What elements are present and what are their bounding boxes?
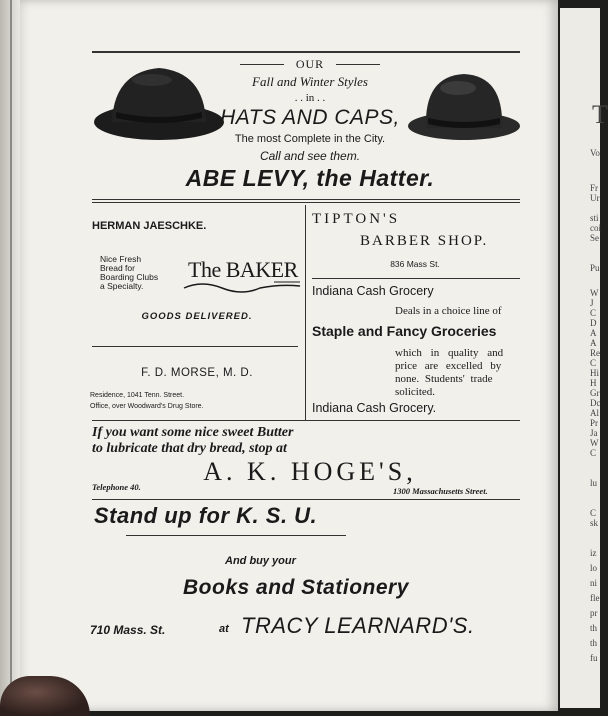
ksu-books: Books and Stationery	[183, 576, 409, 599]
facing-page-fragment: Dc	[590, 398, 601, 408]
facing-page-fragment: Gr	[590, 388, 600, 398]
hat-ad-tagline: The most Complete in the City.	[234, 133, 386, 145]
ksu-buy: And buy your	[225, 555, 296, 567]
facing-page-fragment: Al	[590, 408, 599, 418]
top-hat-image	[92, 60, 226, 149]
facing-page-fragment: C	[590, 448, 597, 458]
facing-page-fragment: coi	[590, 223, 601, 233]
baker-logo-flourish	[182, 280, 302, 294]
facing-page-fragment: fu	[590, 653, 598, 663]
facing-page-fragment: Pu	[590, 263, 600, 273]
advertisement-page	[20, 0, 558, 711]
facing-page-fragment: fle	[590, 593, 600, 603]
facing-page-fragment: J	[590, 298, 594, 308]
facing-page-fragment: C	[590, 508, 597, 518]
ksu-underline	[126, 535, 346, 536]
hat-ad-call: Call and see them.	[259, 149, 361, 163]
facing-page-fragment: H	[590, 378, 597, 388]
facing-page-edge	[560, 8, 608, 708]
facing-page-fragment: sti	[590, 213, 599, 223]
baker-desc-1: Nice Fresh	[100, 254, 142, 264]
facing-page-fragment: ni	[590, 578, 598, 588]
column-divider	[305, 205, 306, 420]
hat-ad-headline: HATS AND CAPS,	[220, 106, 400, 129]
facing-page-fragment: Se	[590, 233, 599, 243]
facing-page-fragment: Pr	[590, 418, 599, 428]
grocery-footer: Indiana Cash Grocery.	[312, 401, 437, 415]
bowler-hat-image	[406, 70, 522, 151]
barber-address: 836 Mass St.	[390, 259, 440, 269]
hoge-address: 1300 Massachusetts Street.	[393, 486, 488, 496]
gutter-line	[10, 0, 12, 711]
barber-bottom-rule	[312, 278, 520, 279]
doctor-office: Office, over Woodward's Drug Store.	[90, 403, 204, 410]
ksu-store: TRACY LEARNARD'S.	[241, 613, 475, 638]
facing-page-fragment: Re	[590, 348, 600, 358]
doctor-name: F. D. MORSE, M. D.	[141, 367, 253, 379]
our-rule-right	[336, 64, 380, 65]
hat-bottom-rule	[92, 199, 520, 200]
hoge-line-1: If you want some nice sweet Butter	[92, 425, 294, 440]
facing-page-fragment: W	[590, 438, 599, 448]
baker-desc-3: Boarding Clubs	[100, 272, 159, 282]
facing-page-fragment: C	[590, 308, 597, 318]
facing-page-fragment: lo	[590, 563, 598, 573]
barber-name: TIPTON'S	[312, 211, 401, 227]
facing-page-fragment: W	[590, 288, 599, 298]
facing-page-fragment: C	[590, 358, 597, 368]
facing-page-fragment: th	[590, 638, 598, 648]
grocery-body-1: which in quality and	[395, 347, 504, 359]
barber-shop: BARBER SHOP.	[360, 233, 489, 249]
facing-page-fragment: Hi	[590, 368, 599, 378]
our-rule-left	[240, 64, 284, 65]
hoge-telephone: Telephone 40.	[92, 482, 141, 492]
hat-ad-name: ABE LEVY, the Hatter.	[185, 165, 435, 191]
facing-page-fragment: Ja	[590, 428, 598, 438]
facing-page-fragment: A	[590, 328, 597, 338]
hoge-bottom-rule	[92, 499, 520, 500]
grocery-body-2: price are excelled by	[395, 360, 502, 372]
grocery-name: Indiana Cash Grocery	[312, 284, 434, 298]
baker-name: HERMAN JAESCHKE.	[92, 220, 207, 232]
hat-ad-in: . . in . .	[294, 92, 326, 104]
doctor-residence: Residence, 1041 Tenn. Street.	[90, 392, 185, 399]
facing-page-fragment: th	[590, 623, 598, 633]
facing-page-fragment: D	[590, 318, 597, 328]
grocery-deals: Deals in a choice line of	[395, 305, 502, 317]
facing-page-fragment: lu	[590, 478, 598, 488]
grocery-body-4: solicited.	[395, 386, 436, 398]
ksu-address: 710 Mass. St.	[90, 623, 166, 637]
hoge-name: A. K. HOGE'S,	[203, 457, 417, 486]
hoge-line-2: to lubricate that dry bread, stop at	[92, 441, 287, 456]
book-gutter	[0, 0, 22, 711]
facing-page-fragment: Vo	[590, 148, 600, 158]
grocery-body-3: none. Students' trade	[395, 373, 493, 385]
baker-desc-2: Bread for	[100, 263, 135, 273]
hat-ad-our: OUR	[295, 57, 325, 71]
hat-ad-styles: Fall and Winter Styles	[252, 74, 368, 89]
hat-bottom-rule-2	[92, 202, 520, 203]
grocery-headline: Staple and Fancy Groceries	[312, 323, 497, 339]
facing-page-fragment: Ur	[590, 193, 600, 203]
facing-page-fragment: Fr	[590, 183, 599, 193]
middle-bottom-rule	[92, 420, 520, 421]
ksu-at: at	[219, 623, 229, 635]
baker-bottom-rule	[92, 346, 298, 347]
facing-page-fragment: A	[590, 338, 597, 348]
ksu-headline: Stand up for K. S. U.	[94, 503, 318, 528]
baker-logo: The BAKER	[188, 257, 298, 282]
baker-delivered: GOODS DELIVERED.	[141, 311, 253, 322]
facing-page-fragment: sk	[590, 518, 599, 528]
facing-page-fragment: iz	[590, 548, 597, 558]
baker-desc-4: a Specialty.	[100, 281, 144, 291]
facing-page-fragment: T	[592, 100, 608, 129]
facing-page-fragment: pr	[590, 608, 598, 618]
top-rule	[92, 51, 520, 53]
